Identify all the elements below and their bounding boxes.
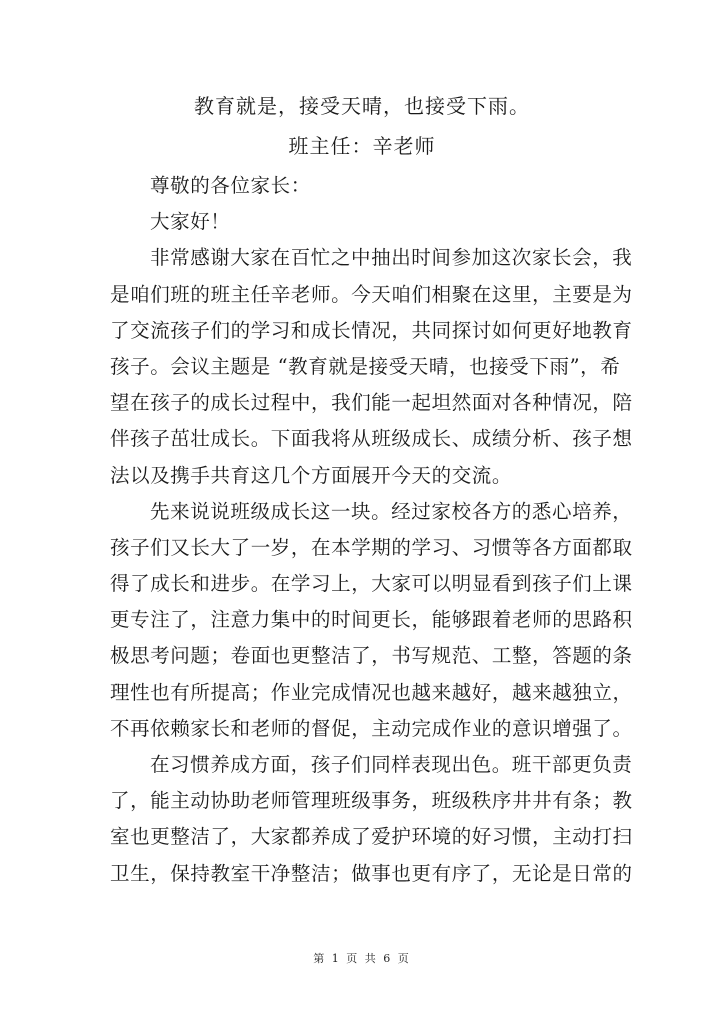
text-line: 了交流孩子们的学习和成长情况，共同探讨如何更好地教育 bbox=[110, 318, 633, 342]
text-line: 望在孩子的成长过程中，我们能一起坦然面对各种情况，陪 bbox=[110, 391, 633, 415]
text-line: 非常感谢大家在百忙之中抽出时间参加这次家长会，我 bbox=[150, 246, 633, 270]
document-body bbox=[110, 168, 633, 892]
text-line: 室也更整洁了，大家都养成了爱护环境的好习惯，主动打扫 bbox=[110, 825, 633, 849]
text-line: 孩子。会议主题是 “教育就是接受天晴，也接受下雨”，希 bbox=[110, 354, 621, 378]
text-line: 先来说说班级成长这一块。经过家校各方的悉心培养， bbox=[150, 499, 633, 523]
text-line: 法以及携手共育这几个方面展开今天的交流。 bbox=[110, 463, 513, 487]
text-line: 在习惯养成方面，孩子们同样表现出色。班干部更负责 bbox=[150, 753, 633, 776]
text-line: 极思考问题；卷面也更整洁了，书写规范、工整，答题的条 bbox=[110, 644, 633, 668]
text-line: 得了成长和进步。在学习上，大家可以明显看到孩子们上课 bbox=[110, 572, 633, 596]
text-line: 尊敬的各位家长： bbox=[150, 174, 311, 197]
text-line: 卫生，保持教室干净整洁；做事也更有序了，无论是日常的 bbox=[110, 861, 633, 885]
text-line: 不再依赖家长和老师的督促，主动完成作业的意识增强了。 bbox=[110, 716, 633, 740]
page-footer: 第 1 页 共 6 页 bbox=[313, 952, 411, 965]
text-line: 了，能主动协助老师管理班级事务，班级秩序井井有条；教 bbox=[110, 789, 633, 813]
text-line: 理性也有所提高；作业完成情况也越来越好，越来越独立， bbox=[110, 680, 633, 704]
document-subtitle: 班主任：辛老师 bbox=[288, 134, 436, 158]
text-line: 孩子们又长大了一岁，在本学期的学习、习惯等各方面都取 bbox=[110, 535, 633, 559]
text-line: 大家好！ bbox=[150, 210, 231, 234]
text-line: 伴孩子茁壮成长。下面我将从班级成长、成绩分析、孩子想 bbox=[110, 427, 633, 451]
text-line: 更专注了，注意力集中的时间更长，能够跟着老师的思路积 bbox=[110, 608, 633, 632]
document-title: 教育就是，接受天晴，也接受下雨。 bbox=[194, 94, 530, 118]
text-line: 是咱们班的班主任辛老师。今天咱们相聚在这里，主要是为 bbox=[110, 282, 633, 306]
